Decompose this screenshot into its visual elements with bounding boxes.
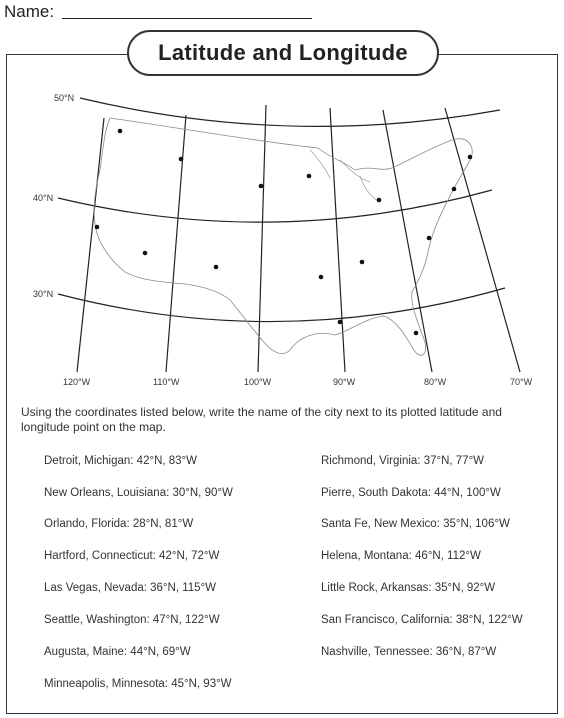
city-dots — [95, 129, 473, 336]
city-dot — [143, 251, 148, 256]
clue-seattle: Seattle, Washington: 47°N, 122°W — [44, 614, 220, 626]
city-dot — [307, 174, 312, 179]
clue-little-rock: Little Rock, Arkansas: 35°N, 92°W — [321, 582, 496, 594]
longitude-line-80 — [383, 110, 432, 372]
city-dot — [452, 187, 457, 192]
clue-detroit: Detroit, Michigan: 42°N, 83°W — [44, 455, 198, 467]
longitude-label-120: 120°W — [63, 377, 91, 387]
clue-helena: Helena, Montana: 46°N, 112°W — [321, 550, 481, 562]
city-dot — [468, 155, 473, 160]
clue-orlando: Orlando, Florida: 28°N, 81°W — [44, 518, 194, 530]
city-dot — [259, 184, 264, 189]
worksheet-title: Latitude and Longitude — [127, 30, 439, 76]
instructions-text: Using the coordinates listed below, write the name of the city next to its plotted latitude and longitude point on the map. — [21, 405, 502, 434]
longitude-line-100 — [258, 105, 266, 372]
clue-san-francisco: San Francisco, California: 38°N, 122°W — [321, 614, 523, 626]
latitude-line-50 — [80, 98, 500, 126]
clue-augusta: Augusta, Maine: 44°N, 69°W — [44, 646, 191, 658]
city-dot — [360, 260, 365, 265]
longitude-label-110: 110°W — [153, 377, 180, 387]
name-label: Name: — [4, 2, 55, 21]
longitude-label-80: 80°W — [424, 377, 447, 387]
city-dot — [118, 129, 123, 134]
longitude-label-100: 100°W — [244, 377, 272, 387]
longitude-label-70: 70°W — [510, 377, 533, 387]
latitude-label-40: 40°N — [33, 193, 54, 203]
us-outline — [94, 118, 472, 355]
clue-santa-fe: Santa Fe, New Mexico: 35°N, 106°W — [321, 518, 510, 530]
longitude-label-90: 90°W — [333, 377, 356, 387]
clue-richmond: Richmond, Virginia: 37°N, 77°W — [321, 455, 485, 467]
city-dot — [377, 198, 382, 203]
city-dot — [95, 225, 100, 230]
city-dot — [427, 236, 432, 241]
clue-nashville: Nashville, Tennessee: 36°N, 87°W — [321, 646, 497, 658]
city-dot — [214, 265, 219, 270]
longitude-line-110 — [166, 115, 186, 372]
latitude-line-30 — [58, 288, 505, 322]
city-dot — [414, 331, 419, 336]
city-dot — [319, 275, 324, 280]
latitude-label-50: 50°N — [54, 93, 75, 103]
city-dot — [179, 157, 184, 162]
latitude-line-40 — [58, 190, 492, 222]
clue-minneapolis: Minneapolis, Minnesota: 45°N, 93°W — [44, 678, 232, 690]
clue-new-orleans: New Orleans, Louisiana: 30°N, 90°W — [44, 487, 233, 499]
clue-las-vegas: Las Vegas, Nevada: 36°N, 115°W — [44, 582, 217, 594]
clue-pierre: Pierre, South Dakota: 44°N, 100°W — [321, 487, 501, 499]
longitude-line-70 — [445, 108, 520, 372]
longitude-line-120 — [77, 118, 104, 372]
clue-hartford: Hartford, Connecticut: 42°N, 72°W — [44, 550, 220, 562]
city-dot — [338, 320, 343, 325]
latitude-label-30: 30°N — [33, 289, 54, 299]
